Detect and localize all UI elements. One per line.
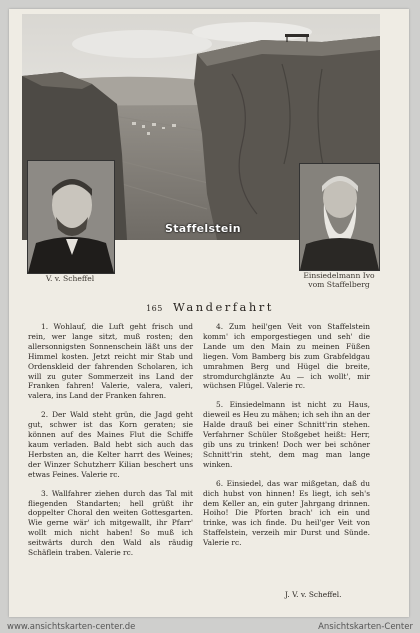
portrait-ivo xyxy=(299,163,380,271)
portrait-scheffel xyxy=(27,160,115,274)
portrait-illustration xyxy=(28,161,114,273)
caption-left: V. v. Scheffel xyxy=(45,274,95,283)
poem-title: Wanderfahrt xyxy=(173,300,274,314)
stanza-4: 4. Zum heil'gen Veit von Staffelstein komm' ich emporgestiegen und seh' die Lande um den Main zu meinen Füßen liegen. Vom Bamberg bis zum Grabfeldgau umrahmen Berg und Hügel die breite, stromdurchglänzte Au — ich wollt', mir wüchsen Flügel. Valerie rc. xyxy=(203,322,370,391)
footer-url: www.ansichtskarten-center.de xyxy=(7,622,136,632)
footer-brand: Ansichtskarten-Center xyxy=(318,622,413,632)
caption-right-line1: Einsiedelmann Ivo xyxy=(303,271,375,280)
poem-heading xyxy=(120,300,300,314)
caption-right-line2: vom Staffelberg xyxy=(308,280,370,289)
caption-right xyxy=(292,271,386,289)
place-label: Staffelstein xyxy=(165,222,241,235)
portrait-illustration xyxy=(300,164,379,270)
poem-column-right xyxy=(203,322,370,548)
stanza-5: 5. Einsiedelmann ist nicht zu Haus, dieweil es Heu zu mähen; ich seh ihn an der Halde drauß bei einer Schnitt'rin stehen. Verfahrner Schüler Stoßgebet heißt: Herr, gib uns zu trinken! Doch wer bei schöner Schnitt'rin steht, dem mag man lange winken. xyxy=(203,400,370,469)
stanza-1: 1. Wohlauf, die Luft geht frisch und rein, wer lange sitzt, muß rosten; den allersonnigsten Sonnenschein läßt uns der Himmel kosten. Jetzt reicht mir Stab und Ordenskleid der fahrenden Scholaren, ich will zu guter Sommerzeit ins Land der Franken fahren! Valerie, valera, valeri, valera, ins Land der Franken fahren. xyxy=(28,322,193,401)
stanza-3: 3. Wallfahrer ziehen durch das Tal mit fliegenden Standarten; hell grüßt ihr doppelter Choral den weiten Gottesgarten. Wie gerne wär' ich mitgewallt, ihr Pfarr' wollt mich nicht haben! So muß ich seitwärts durch den Wald als räudig Schäflein traben. Valerie rc. xyxy=(28,488,193,558)
poem-number: 165 xyxy=(146,304,163,313)
poem-column-left xyxy=(28,322,193,558)
stanza-2: 2. Der Wald steht grün, die Jagd geht gut, schwer ist das Korn geraten; sie können auf des Maines Flut die Schiffe kaum verladen. Bald hebt sich auch das Herbsten an, die Kelter harrt des Weines; der Winzer Schutzherr Kilian beschert uns etwas Feines. Valerie rc. xyxy=(28,410,193,479)
stanza-6: 6. Einsiedel, das war mißgetan, daß du dich hubst von hinnen! Es liegt, ich seh's dem Keller an, ein guter Jahrgang drinnen. Hoiho! Die Pforten brach' ich ein und trinke, was ich finde. Du heil'ger Veit von Staffelstein, verzeih mir Durst und Sünde. Valerie rc. xyxy=(203,478,370,548)
poem-signature: J. V. v. Scheffel. xyxy=(285,590,342,599)
